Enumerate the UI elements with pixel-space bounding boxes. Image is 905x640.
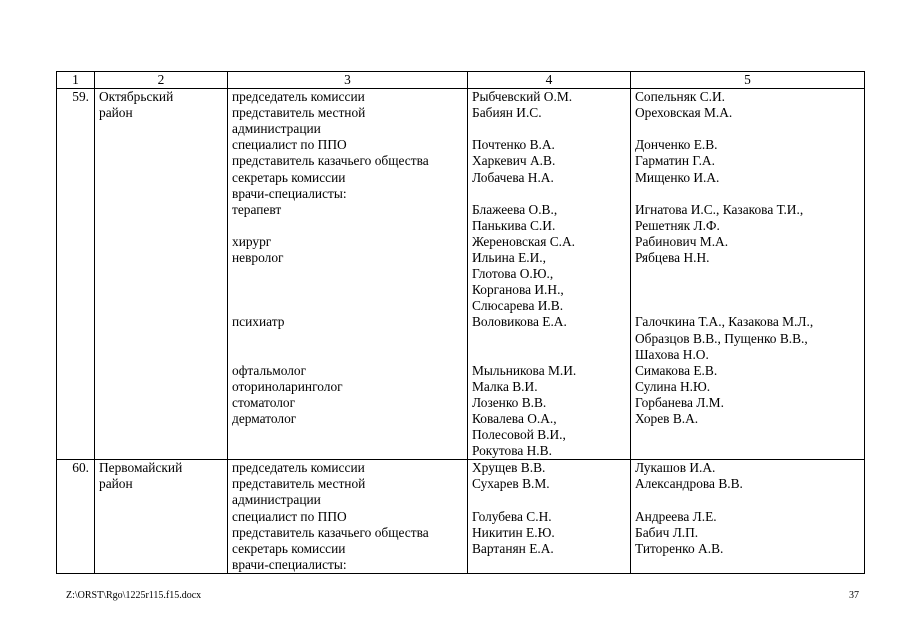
substitute-line: Мищенко И.А. — [635, 169, 720, 185]
role-line — [232, 282, 463, 298]
member-line: Лозенко В.В. — [472, 394, 547, 410]
substitute-line: Хорев В.А. — [635, 410, 699, 426]
role-line: офтальмолог — [232, 362, 307, 378]
member-line — [472, 557, 626, 573]
substitutes-cell — [631, 460, 865, 574]
substitute-line: Андреева Л.Е. — [635, 508, 717, 524]
substitute-line: Титоренко А.В. — [635, 540, 724, 556]
role-line: терапевт — [232, 201, 282, 217]
member-line: Ковалева О.А., — [472, 410, 557, 426]
member-line: Харкевич А.В. — [472, 153, 556, 169]
substitute-line: Горбанева Л.М. — [635, 394, 724, 410]
footer-file-path: Z:\ORST\Rgo\1225r115.f15.docx — [66, 590, 202, 601]
district-cell — [95, 89, 228, 460]
role-line: оториноларинголог — [232, 378, 343, 394]
table-header-row — [57, 72, 865, 89]
member-line: Блажеева О.В., — [472, 201, 558, 217]
role-line — [232, 218, 463, 234]
substitute-line: Решетняк Л.Ф. — [635, 217, 720, 233]
role-line: врачи-специалисты: — [232, 556, 347, 572]
role-line: председатель комиссии — [232, 460, 365, 476]
member-line: Никитин Е.Ю. — [472, 524, 555, 540]
member-line — [472, 492, 626, 508]
row-number: 60. — [57, 460, 95, 574]
column-header: 1 — [57, 72, 95, 89]
roles-cell — [228, 89, 468, 460]
role-line: секретарь комиссии — [232, 540, 346, 556]
substitutes-cell — [631, 89, 865, 460]
substitute-line: Александрова В.В. — [635, 476, 743, 492]
column-header: 2 — [95, 72, 228, 89]
member-line: Голубева С.Н. — [472, 508, 552, 524]
member-line: Корганова И.Н., — [472, 282, 564, 298]
commission-table — [56, 71, 865, 574]
role-line — [232, 427, 463, 443]
substitute-line: Гарматин Г.А. — [635, 153, 715, 169]
role-line: секретарь комиссии — [232, 169, 346, 185]
role-line — [232, 266, 463, 282]
substitute-line — [635, 443, 860, 459]
role-line: представитель местной — [232, 476, 366, 492]
substitute-line — [635, 298, 860, 314]
table-row — [57, 89, 865, 460]
member-line — [472, 121, 626, 137]
role-line: администрации — [232, 121, 321, 137]
row-number: 59. — [57, 89, 95, 460]
role-line: хирург — [232, 233, 272, 249]
member-line: Малка В.И. — [472, 378, 538, 394]
role-line: психиатр — [232, 314, 285, 330]
district-line: Первомайский — [99, 460, 183, 476]
member-line: Слюсарева И.В. — [472, 298, 564, 314]
substitute-line: Сопельняк С.И. — [635, 89, 726, 105]
members-cell — [468, 460, 631, 574]
district-line: район — [99, 105, 133, 121]
role-line: представитель казачьего общества — [232, 153, 429, 169]
roles-cell — [228, 460, 468, 574]
substitute-line: Рабинович М.А. — [635, 233, 729, 249]
substitute-line: Донченко Е.В. — [635, 137, 718, 153]
member-line: Воловикова Е.А. — [472, 314, 567, 330]
role-line: дерматолог — [232, 410, 297, 426]
district-line: Октябрьский — [99, 89, 174, 105]
substitute-line: Ореховская М.А. — [635, 105, 733, 121]
substitute-line — [635, 557, 860, 573]
member-line: Полесовой В.И., — [472, 427, 566, 443]
role-line: представитель казачьего общества — [232, 524, 429, 540]
table-row — [57, 460, 865, 574]
district-line: район — [99, 476, 133, 492]
role-line: невролог — [232, 250, 284, 266]
substitute-line — [635, 266, 860, 282]
column-header: 3 — [228, 72, 468, 89]
substitute-line — [635, 186, 860, 202]
district-cell — [95, 460, 228, 574]
role-line — [232, 298, 463, 314]
role-line — [232, 347, 463, 363]
substitute-line — [635, 427, 860, 443]
member-line: Рыбчевский О.М. — [472, 89, 573, 105]
role-line — [232, 443, 463, 459]
role-line: специалист по ППО — [232, 137, 347, 153]
member-line: Вартанян Е.А. — [472, 540, 554, 556]
role-line — [232, 331, 463, 347]
member-line — [472, 347, 626, 363]
member-line: Сухарев В.М. — [472, 476, 550, 492]
member-line: Лобачева Н.А. — [472, 169, 554, 185]
member-line: Рокутова Н.В. — [472, 443, 552, 459]
member-line: Жереновская С.А. — [472, 233, 575, 249]
member-line: Ильина Е.И., — [472, 250, 546, 266]
substitute-line — [635, 121, 860, 137]
member-line: Мыльникова М.И. — [472, 362, 577, 378]
member-line — [472, 331, 626, 347]
member-line: Бабиян И.С. — [472, 105, 542, 121]
footer-page-number: 37 — [849, 590, 859, 601]
member-line: Глотова О.Ю., — [472, 266, 554, 282]
member-line — [472, 186, 626, 202]
members-cell — [468, 89, 631, 460]
member-line: Панькива С.И. — [472, 217, 556, 233]
column-header: 5 — [631, 72, 865, 89]
member-line: Почтенко В.А. — [472, 137, 555, 153]
role-line: специалист по ППО — [232, 508, 347, 524]
role-line: врачи-специалисты: — [232, 185, 347, 201]
substitute-line: Образцов В.В., Пущенко В.В., — [635, 330, 808, 346]
substitute-line — [635, 282, 860, 298]
role-line: представитель местной — [232, 105, 366, 121]
substitute-line: Симакова Е.В. — [635, 362, 718, 378]
substitute-line: Бабич Л.П. — [635, 524, 699, 540]
substitute-line: Галочкина Т.А., Казакова М.Л., — [635, 314, 814, 330]
substitute-line: Сулина Н.Ю. — [635, 378, 711, 394]
substitute-line: Игнатова И.С., Казакова Т.И., — [635, 201, 804, 217]
member-line: Хрущев В.В. — [472, 460, 546, 476]
substitute-line — [635, 492, 860, 508]
role-line: стоматолог — [232, 394, 296, 410]
role-line: председатель комиссии — [232, 89, 365, 105]
substitute-line: Рябцева Н.Н. — [635, 250, 710, 266]
substitute-line: Лукашов И.А. — [635, 460, 716, 476]
role-line: администрации — [232, 492, 321, 508]
column-header: 4 — [468, 72, 631, 89]
substitute-line: Шахова Н.О. — [635, 346, 709, 362]
